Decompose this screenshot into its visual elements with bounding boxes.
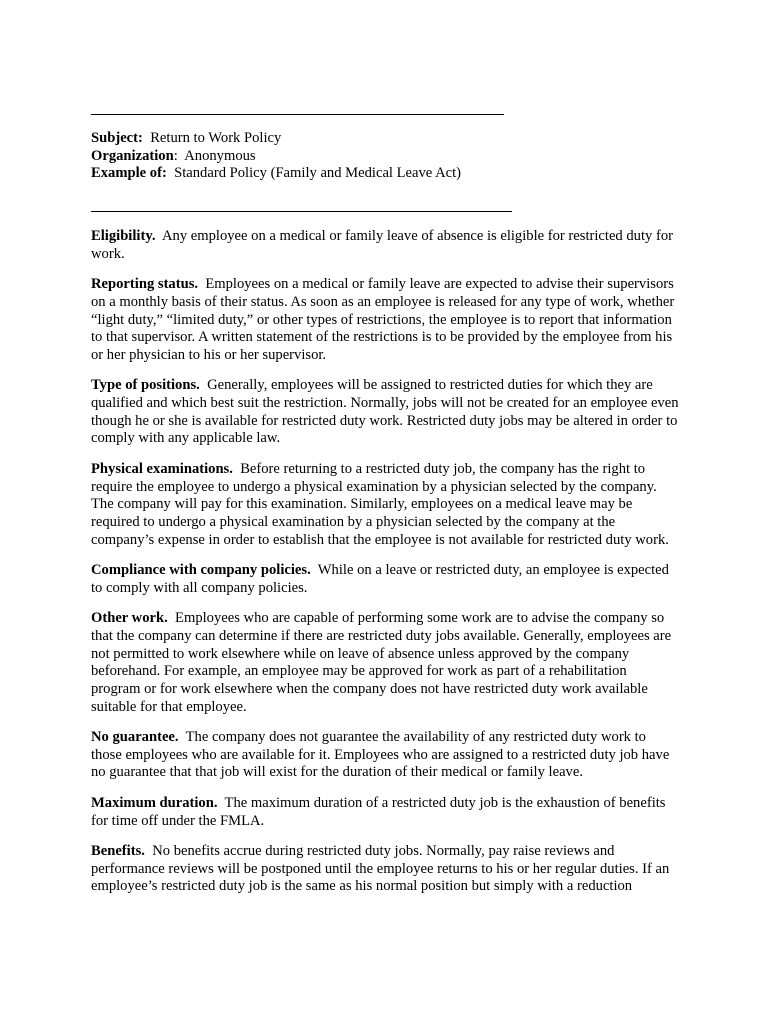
- organization-value: Anonymous: [184, 147, 256, 164]
- subject-value: Return to Work Policy: [150, 130, 282, 146]
- section-type-of-positions: [91, 377, 679, 448]
- section-text: Before returning to a restricted duty job, the company has the right to require the employee to undergo a physical examination by a physician selected by the company. The company will pay for this examination. Similarly, employees on a medical leave may be required to undergo a physical examination by a physician selected by the company at the company’s expense in order to establish that the employee is not available for restricted duty work.: [91, 460, 669, 548]
- section-heading: Other work.: [91, 610, 168, 627]
- section-heading: Type of positions.: [91, 377, 200, 394]
- section-text: The maximum duration of a restricted duty job is the exhaustion of benefits for time off under the FMLA.: [91, 794, 666, 829]
- document-header: [91, 130, 691, 183]
- organization-label: Organization: [91, 147, 174, 164]
- section-heading: Reporting status.: [91, 276, 199, 293]
- section-other-work: [91, 610, 679, 716]
- policy-body: [91, 228, 679, 909]
- section-heading: Physical examinations.: [91, 460, 233, 477]
- section-heading: Maximum duration.: [91, 794, 218, 811]
- section-text: Any employee on a medical or family leave of absence is eligible for restricted duty for work.: [91, 228, 673, 262]
- section-text: The company does not guarantee the availability of any restricted duty work to those employees who are available for it. Employees who are assigned to a restricted duty job have no guarantee that that job will exist for the duration of their medical or family leave.: [91, 729, 670, 781]
- header-divider: [91, 211, 512, 212]
- section-text: Employees on a medical or family leave are expected to advise their supervisors on a monthly basis of their status. As soon as an employee is released for any type of work, whether “light duty,” “limited duty,” or other types of restrictions, the employee is to report that information to that supervisor. A written statement of the restrictions is to be provided by the employee from his or her physician to his or her supervisor.: [91, 276, 675, 363]
- section-text: While on a leave or restricted duty, an employee is expected to comply with all company policies.: [91, 562, 669, 596]
- section-benefits: [91, 843, 679, 896]
- section-heading: Eligibility.: [91, 228, 156, 244]
- example-value: Standard Policy (Family and Medical Leave Act): [174, 165, 462, 182]
- section-heading: No guarantee.: [91, 729, 179, 745]
- subject-line: [91, 130, 691, 148]
- section-compliance: [91, 562, 679, 597]
- section-physical-examinations: [91, 461, 679, 550]
- top-divider: [91, 114, 504, 115]
- section-text: Generally, employees will be assigned to restricted duties for which they are qualified and which best suit the restriction. Normally, jobs will not be created for an employee even though he or she is available for restricted duty work. Restricted duty jobs may be altered in order to comply with any applicable law.: [91, 377, 679, 447]
- section-text: Employees who are capable of performing some work are to advise the company so that the company can determine if there are restricted duty jobs available. Generally, employees are not permitted to work elsewhere while on leave of absence unless approved by the company beforehand. For example, an employee may be approved for work as part of a rehabilitation program or for work elsewhere when the company does not have restricted duty work available suitable for that employee.: [91, 610, 672, 715]
- organization-line: Organization: Anonymous: [91, 147, 256, 164]
- section-heading: Compliance with company policies.: [91, 562, 311, 578]
- subject-label: Subject:: [91, 130, 143, 146]
- section-reporting-status: [91, 276, 679, 365]
- example-label: Example of:: [91, 165, 167, 182]
- section-no-guarantee: [91, 729, 679, 782]
- section-text: No benefits accrue during restricted duty jobs. Normally, pay raise reviews and performance reviews will be postponed until the employee returns to his or her regular duties. If an employee’s restricted duty job is the same as his normal position but simply with a reduction: [91, 842, 670, 895]
- section-heading: Benefits.: [91, 842, 145, 859]
- section-eligibility: [91, 228, 679, 263]
- example-line: [91, 165, 691, 183]
- section-maximum-duration: [91, 795, 679, 830]
